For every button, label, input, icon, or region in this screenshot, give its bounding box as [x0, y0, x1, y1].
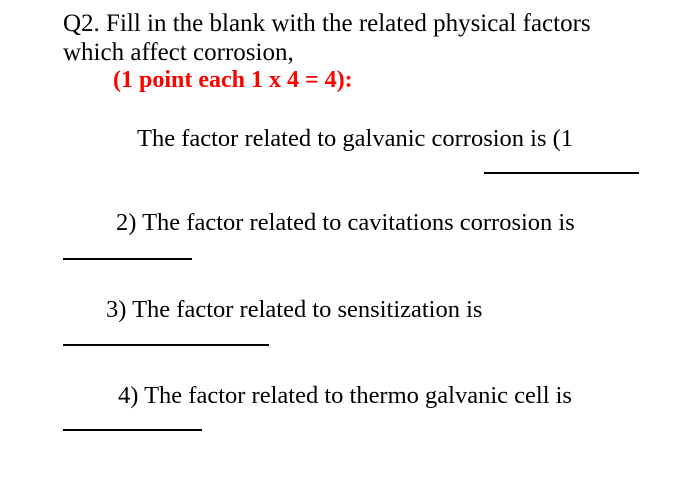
- question-title-line-2: which affect corrosion,: [63, 39, 294, 66]
- item-1-text: The factor related to galvanic corrosion is (1: [137, 125, 574, 152]
- item-2-answer-blank[interactable]: [63, 258, 192, 260]
- item-4-text: 4) The factor related to thermo galvanic cell is: [118, 382, 572, 409]
- question-title-line-1: Q2. Fill in the blank with the related physical factors: [63, 10, 591, 37]
- item-3-text: 3) The factor related to sensitization is: [106, 296, 483, 323]
- question-title: [63, 9, 591, 67]
- item-3-answer-blank[interactable]: [63, 344, 269, 346]
- points-note: (1 point each 1 x 4 = 4):: [113, 67, 353, 93]
- item-1-answer-blank[interactable]: [484, 172, 639, 174]
- item-2-text: 2) The factor related to cavitations corrosion is: [116, 209, 575, 236]
- item-4-answer-blank[interactable]: [63, 429, 202, 431]
